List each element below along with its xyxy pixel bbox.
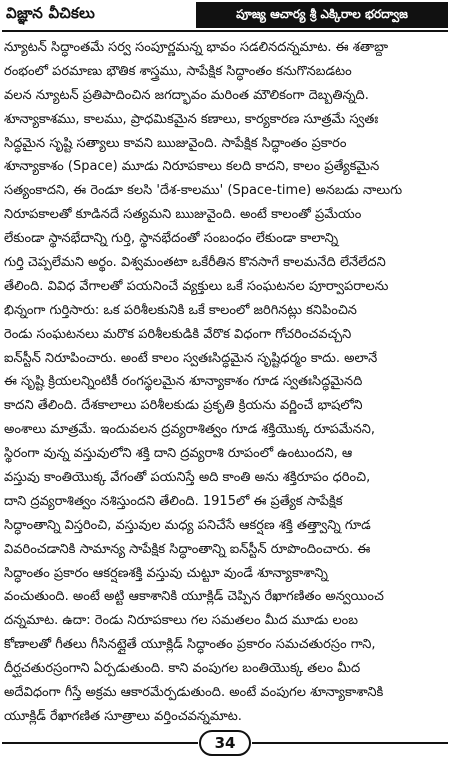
text-line: గుర్తి చెప్పలేమని అర్థం. విశ్వమంతటా ఒకేరీతిన కొనసాగే కాలమనేది లేనేలేదని bbox=[4, 255, 386, 271]
header-divider bbox=[2, 30, 448, 32]
text-line: భిన్నంగా గుర్తిసారు: ఒక పరిశీలకునికి ఒకే కాలంలో జరిగినట్లు కనిపించిన bbox=[4, 302, 357, 318]
text-line: స్థిరంగా వున్న వస్తువులోని శక్తి దాని ద్రవ్యరాశి రూపంలో ఉంటుందని, ఆ bbox=[4, 446, 353, 462]
body-paragraph bbox=[4, 36, 446, 726]
text-line: సిద్ధమైన సృష్టి సత్యాలు కావని ఋజువైంది. సాపేక్షిక సిద్ధాంతం ప్రకారం bbox=[4, 135, 347, 151]
text-line: కాదని తేలింది. దేశకాలాలు పరిశీలకుడు ప్రకృతి క్రియను వర్ణించే భాషలోని bbox=[4, 398, 363, 414]
text-line: శూన్యాకాశము, కాలము, ప్రాధమికమైన కణాలు, కార్యకారణ సూత్రమే స్వతః bbox=[4, 111, 379, 127]
footer-divider-left bbox=[2, 742, 198, 744]
text-line: అదేవిధంగా గీస్తే అక్రమ ఆకారమేర్పడుతుంది. అంటే వంపుగల శూన్యాకాశానికి bbox=[4, 685, 384, 701]
text-line: వివరించడానికి సామాన్య సాపేక్షిక సిద్ధాంతాన్ని ఐన్‌స్టీన్ రూపొందించారు. ఈ bbox=[4, 541, 371, 557]
author-banner: పూజ్య ఆచార్య శ్రీ ఎక్కిరాల భరద్వాజ bbox=[196, 2, 448, 28]
text-line: వంచుతుంది. అంటే అట్టి ఆకాశానికి యూక్లిడ్ చెప్పిన రేఖాగణితం అన్వయించ bbox=[4, 589, 384, 605]
text-line: అంశాలు మాత్రమే. ఇందువలన ద్రవ్యరాశిత్వం గూడ శక్తియొక్క రూపమేనని, bbox=[4, 422, 376, 438]
text-line: దన్నమాట. ఉదా: రెండు నిరూపకాలు గల సమతలం మీద మూడు లంబ bbox=[4, 613, 359, 629]
text-line: వస్తువు కాంతియొక్క వేగంతో పయనిస్తే అది కాంతి అను శక్తిరూపం ధరించి, bbox=[4, 470, 371, 486]
text-line: న్యూటన్ సిద్ధాంతమే సర్వ సంపూర్ణమన్న భావం సడలినదన్నమాట. ఈ శతాబ్దా bbox=[4, 40, 389, 55]
text-line: వలన న్యూటన్ ప్రతిపాదించిన జగద్భావం మరింత మౌలికంగా దెబ్బతిన్నది. bbox=[4, 87, 369, 103]
text-line: యూక్లిడ్ రేఖాగణిత సూత్రాలు వర్తించవన్నమాట. bbox=[4, 708, 242, 724]
text-line: శూన్యాకాశం (Space) మూడు నిరూపకాలు కలది కాదని, కాలం ప్రత్యేకమైన bbox=[4, 159, 380, 175]
text-line: ఐన్‌స్టీన్ నిరూపించారు. అంటే కాలం స్వతఃసిద్ధమైన సృష్టిధర్మం కాదు. అలానే bbox=[4, 350, 378, 366]
running-header bbox=[2, 2, 448, 28]
text-line: దాని ద్రవ్యరాశిత్వం నశిస్తుందని తేలింది. 1915లో ఈ ప్రత్యేక సాపేక్షిక bbox=[4, 493, 343, 509]
text-line: లేకుండా స్థానభేదాన్ని గుర్తి, స్థానభేదంతో సంబంధం లేకుండా కాలాన్ని bbox=[4, 231, 339, 247]
text-line: తేలింది. వివిధ వేగాలతో పయనించే వ్యక్తులు ఒకే సంఘటనల పూర్వాపరాలను bbox=[4, 278, 389, 294]
text-line: సత్యంకాదని, ఈ రెండూ కలసి 'దేశ-కాలము' (Space-time) అనబడు నాలుగు bbox=[4, 183, 403, 199]
footer-divider-right bbox=[252, 742, 448, 744]
text-line: కోణాలతో గీతలు గీసినట్లైతే యూక్లిడ్ సిద్ధాంతం ప్రకారం సమచతురస్రం గాని, bbox=[4, 637, 376, 653]
text-line: రంభంలో పరమాణు భౌతిక శాస్త్రము, సాపేక్షిక సిద్ధాంతం కనుగొనబడటం bbox=[4, 63, 352, 79]
text-line: నిరూపకాలతో కూడినదే సత్యమని ఋజువైంది. అంటే కాలంతో ప్రమేయం bbox=[4, 207, 362, 223]
text-line: దీర్ఘచతురస్రంగాని ఏర్పడుతుంది. కాని వంపుగల బంతియొక్క తలం మీద bbox=[4, 661, 361, 677]
book-title: విజ్ఞాన వీచికలు bbox=[6, 4, 96, 22]
text-line: ఈ సృష్టి క్రియలన్నింటికీ రంగస్థలమైన శూన్యాకాశం గూడ స్వతఃసిద్ధమైనది bbox=[4, 374, 363, 390]
text-line: రెండు సంఘటనలు మరొక పరిశీలకుడికి వేరొక విధంగా గోచరించవచ్చని bbox=[4, 326, 352, 342]
text-line: సిద్ధాంతాన్ని విస్తరించి, వస్తువుల మధ్య పనిచేసే ఆకర్షణ శక్తి తత్త్వాన్ని గూడ bbox=[4, 517, 371, 533]
text-line: సిద్ధాంతం ప్రకారం ఆకర్షణశక్తి వస్తువు చుట్టూ వుండే శూన్యాకాశాన్ని bbox=[4, 565, 328, 581]
page-number: 34 bbox=[199, 730, 251, 756]
